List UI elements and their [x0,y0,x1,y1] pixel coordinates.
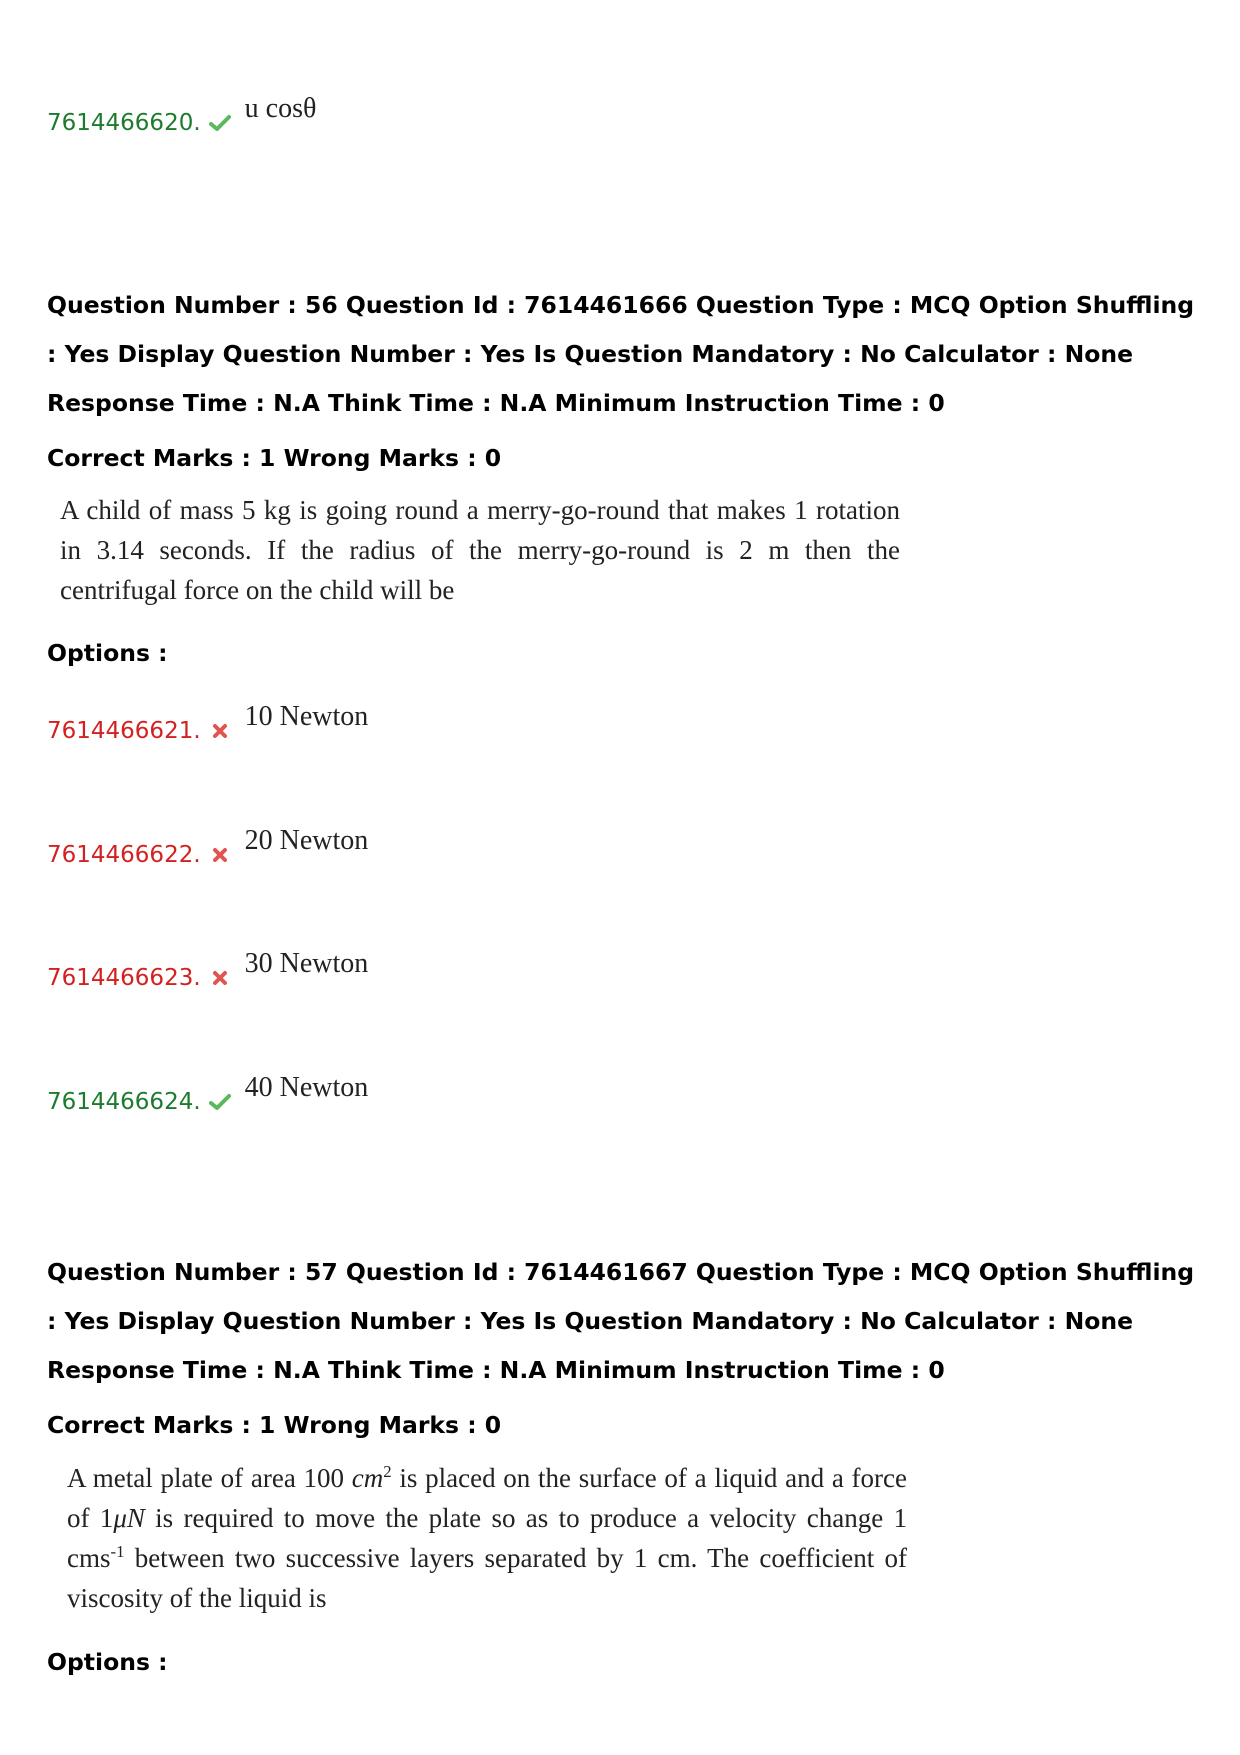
question-meta: Question Number : 56 Question Id : 7614461666 Question Type : MCQ Option Shuffling : Yes Display Question Number : Yes Is Question Mandatory : No Calculator : None Response Time : N.A Think Time : N.A Minimum Instruction Time : 0 [47,291,1195,417]
option-text: 30 Newton [244,948,369,979]
option-text: 40 Newton [244,1072,369,1103]
option-row [47,701,369,746]
unit: μN [113,1503,145,1533]
check-icon [205,1087,235,1117]
question-marks: Correct Marks : 1 Wrong Marks : 0 [47,444,502,472]
superscript: -1 [110,1542,125,1561]
superscript: 2 [383,1462,392,1481]
question-text-part: A metal plate of area 100 [67,1463,352,1493]
option-id: 7614466622. [47,842,201,868]
question-text-part: is placed on the surface of a liquid and a force of 1 [67,1463,907,1533]
option-text: 10 Newton [244,701,369,732]
cross-icon [205,716,235,746]
option-row [47,93,317,138]
unit: cm [351,1463,384,1493]
question-meta: Question Number : 57 Question Id : 7614461667 Question Type : MCQ Option Shuffling : Yes Display Question Number : Yes Is Question Mandatory : No Calculator : None Response Time : N.A Think Time : N.A Minimum Instruction Time : 0 [47,1258,1195,1384]
option-row [47,948,369,993]
options-label: Options : [47,639,168,667]
option-row [47,825,369,870]
option-row [47,1072,369,1117]
option-text: u cosθ [244,93,317,124]
option-id: 7614466621. [47,718,201,744]
question-marks: Correct Marks : 1 Wrong Marks : 0 [47,1411,502,1439]
option-id: 7614466624. [47,1089,201,1115]
option-text: 20 Newton [244,825,369,856]
cross-icon [205,840,235,870]
check-icon [205,108,235,138]
option-id: 7614466623. [47,965,201,991]
question-text-part: is required to move the plate so as to produce a velocity change 1 cms [67,1503,907,1573]
options-label: Options : [47,1648,168,1676]
question-text [67,1458,907,1618]
option-id: 7614466620. [47,110,201,136]
question-text-part: between two successive layers separated by 1 cm. The coefficient of viscosity of the liquid is [67,1543,907,1613]
cross-icon [205,963,235,993]
question-text: A child of mass 5 kg is going round a merry-go-round that makes 1 rotation in 3.14 seconds. If the radius of the merry-go-round is 2 m then the centrifugal force on the child will be [60,495,900,605]
